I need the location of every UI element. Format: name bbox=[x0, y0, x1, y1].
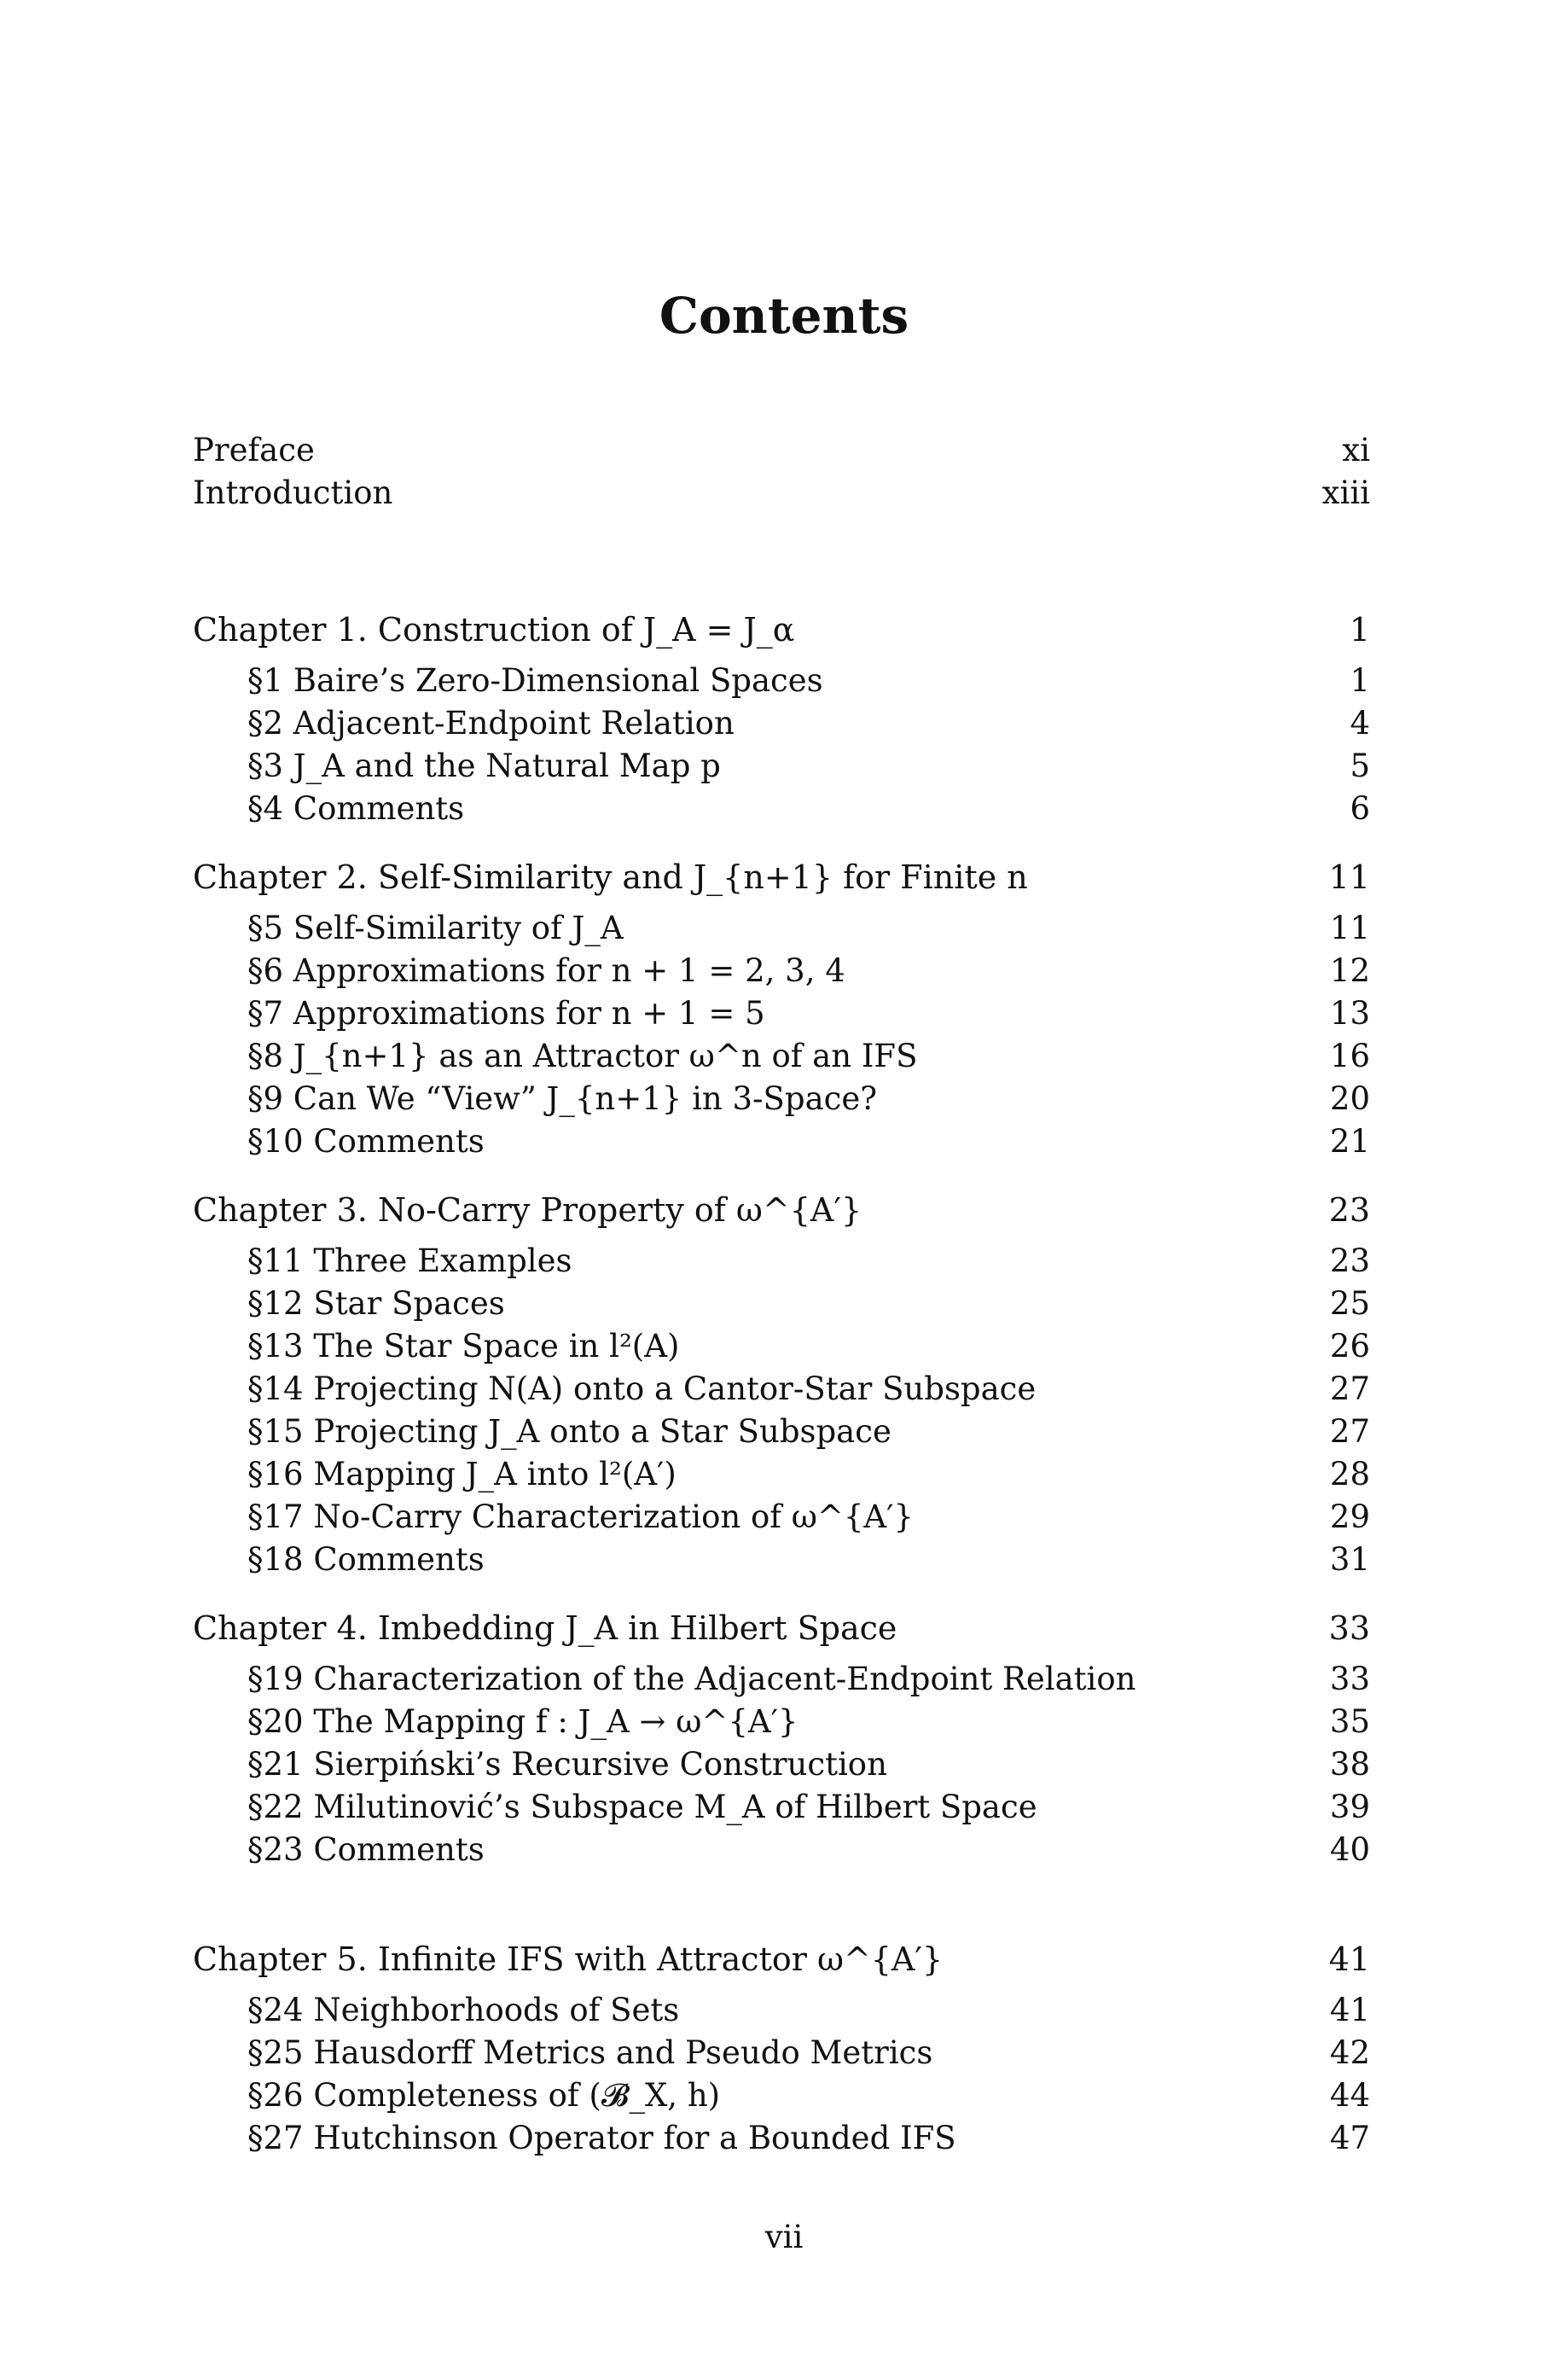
entry-page: xi bbox=[1342, 432, 1370, 468]
section-label: §13 The Star Space in l²(A) bbox=[247, 1328, 680, 1364]
chapter-label: Chapter 4. Imbedding J_A in Hilbert Space bbox=[193, 1609, 897, 1647]
entry-page: xiii bbox=[1321, 474, 1370, 511]
chapter-page: 1 bbox=[1349, 611, 1370, 649]
chapter-label: Chapter 5. Infinite IFS with Attractor ω^{A′} bbox=[193, 1940, 944, 1978]
toc-section-12[interactable] bbox=[247, 1283, 1370, 1325]
toc-section-23[interactable] bbox=[247, 1829, 1370, 1871]
section-label: §2 Adjacent-Endpoint Relation bbox=[247, 705, 735, 742]
section-page: 44 bbox=[1329, 2077, 1370, 2114]
toc-section-27[interactable] bbox=[247, 2117, 1370, 2160]
toc-section-8[interactable] bbox=[247, 1035, 1370, 1078]
section-label: §1 Baire’s Zero-Dimensional Spaces bbox=[247, 662, 823, 699]
section-label: §7 Approximations for n + 1 = 5 bbox=[247, 995, 765, 1032]
section-page: 33 bbox=[1329, 1661, 1370, 1697]
section-page: 28 bbox=[1329, 1456, 1370, 1492]
section-page: 1 bbox=[1350, 662, 1370, 699]
chapter-label: Chapter 2. Self-Similarity and J_{n+1} for Finite n bbox=[193, 858, 1028, 896]
toc-section-5[interactable] bbox=[247, 907, 1370, 950]
toc-section-26[interactable] bbox=[247, 2074, 1370, 2117]
page-title: Contents bbox=[659, 287, 909, 345]
section-label: §14 Projecting N(A) onto a Cantor-Star Subspace bbox=[247, 1370, 1037, 1407]
section-label: §12 Star Spaces bbox=[247, 1285, 505, 1322]
section-label: §24 Neighborhoods of Sets bbox=[247, 1992, 680, 2028]
chapter-page: 11 bbox=[1328, 858, 1370, 896]
toc-section-9[interactable] bbox=[247, 1078, 1370, 1120]
section-page: 23 bbox=[1329, 1242, 1370, 1279]
section-page: 25 bbox=[1329, 1285, 1370, 1322]
page-number: vii bbox=[764, 2219, 804, 2255]
toc-section-17[interactable] bbox=[247, 1496, 1370, 1539]
section-page: 31 bbox=[1329, 1541, 1370, 1578]
chapter-page: 41 bbox=[1328, 1940, 1370, 1978]
toc-section-2[interactable] bbox=[247, 702, 1370, 745]
section-page: 29 bbox=[1329, 1498, 1370, 1535]
toc-section-13[interactable] bbox=[247, 1325, 1370, 1368]
section-label: §11 Three Examples bbox=[247, 1242, 572, 1279]
chapter-page: 23 bbox=[1328, 1191, 1370, 1229]
section-page: 42 bbox=[1329, 2034, 1370, 2071]
toc-section-14[interactable] bbox=[247, 1368, 1370, 1411]
section-label: §8 J_{n+1} as an Attractor ω^n of an IFS bbox=[247, 1038, 918, 1074]
section-label: §15 Projecting J_A onto a Star Subspace bbox=[247, 1413, 891, 1450]
section-page: 11 bbox=[1329, 910, 1370, 946]
section-page: 16 bbox=[1329, 1038, 1370, 1074]
section-page: 40 bbox=[1329, 1831, 1370, 1868]
section-label: §9 Can We “View” J_{n+1} in 3-Space? bbox=[247, 1080, 878, 1117]
section-page: 12 bbox=[1329, 952, 1370, 989]
toc-section-18[interactable] bbox=[247, 1539, 1370, 1581]
toc-section-20[interactable] bbox=[247, 1701, 1370, 1743]
section-label: §23 Comments bbox=[247, 1831, 485, 1868]
chapter-label: Chapter 3. No-Carry Property of ω^{A′} bbox=[193, 1191, 862, 1229]
section-label: §20 The Mapping f : J_A → ω^{A′} bbox=[247, 1703, 799, 1740]
section-page: 41 bbox=[1329, 1992, 1370, 2028]
section-label: §17 No-Carry Characterization of ω^{A′} bbox=[247, 1498, 915, 1535]
section-page: 5 bbox=[1350, 748, 1370, 784]
section-label: §5 Self-Similarity of J_A bbox=[247, 910, 624, 946]
section-label: §4 Comments bbox=[247, 790, 465, 827]
section-page: 6 bbox=[1350, 790, 1370, 827]
section-label: §6 Approximations for n + 1 = 2, 3, 4 bbox=[247, 952, 845, 989]
chapter-page: 33 bbox=[1328, 1609, 1370, 1647]
section-label: §3 J_A and the Natural Map p bbox=[247, 748, 721, 784]
toc-section-16[interactable] bbox=[247, 1453, 1370, 1496]
section-label: §26 Completeness of (𝓑_X, h) bbox=[247, 2077, 721, 2114]
toc-entry-introduction[interactable] bbox=[193, 472, 1370, 515]
toc-section-21[interactable] bbox=[247, 1743, 1370, 1786]
section-page: 20 bbox=[1329, 1080, 1370, 1117]
section-page: 35 bbox=[1329, 1703, 1370, 1740]
toc-section-6[interactable] bbox=[247, 950, 1370, 992]
section-page: 26 bbox=[1329, 1328, 1370, 1364]
toc-chapter-5[interactable] bbox=[193, 1938, 1370, 1981]
toc-chapter-3[interactable] bbox=[193, 1189, 1370, 1231]
section-page: 21 bbox=[1329, 1123, 1370, 1160]
section-page: 47 bbox=[1329, 2120, 1370, 2156]
section-label: §16 Mapping J_A into l²(A′) bbox=[247, 1456, 677, 1492]
toc-entry-preface[interactable] bbox=[193, 429, 1370, 472]
toc-section-19[interactable] bbox=[247, 1658, 1370, 1701]
section-label: §18 Comments bbox=[247, 1541, 485, 1578]
toc-section-3[interactable] bbox=[247, 745, 1370, 788]
section-label: §19 Characterization of the Adjacent-Endpoint Relation bbox=[247, 1661, 1136, 1697]
entry-label: Introduction bbox=[193, 474, 393, 511]
toc-section-10[interactable] bbox=[247, 1120, 1370, 1163]
section-page: 27 bbox=[1329, 1370, 1370, 1407]
section-page: 38 bbox=[1329, 1746, 1370, 1783]
chapter-label: Chapter 1. Construction of J_A = J_α bbox=[193, 611, 795, 649]
toc-chapter-2[interactable] bbox=[193, 856, 1370, 899]
toc-section-15[interactable] bbox=[247, 1411, 1370, 1453]
section-page: 13 bbox=[1329, 995, 1370, 1032]
entry-label: Preface bbox=[193, 432, 315, 468]
toc-section-24[interactable] bbox=[247, 1989, 1370, 2032]
toc-section-25[interactable] bbox=[247, 2032, 1370, 2074]
section-page: 39 bbox=[1329, 1789, 1370, 1825]
section-page: 4 bbox=[1350, 705, 1370, 742]
section-label: §25 Hausdorff Metrics and Pseudo Metrics bbox=[247, 2034, 933, 2071]
section-label: §10 Comments bbox=[247, 1123, 485, 1160]
toc-section-11[interactable] bbox=[247, 1240, 1370, 1283]
toc-chapter-4[interactable] bbox=[193, 1607, 1370, 1649]
toc-section-22[interactable] bbox=[247, 1786, 1370, 1829]
section-label: §22 Milutinović’s Subspace M_A of Hilbert Space bbox=[247, 1789, 1037, 1825]
toc-section-4[interactable] bbox=[247, 788, 1370, 830]
toc-chapter-1[interactable] bbox=[193, 608, 1370, 651]
section-label: §27 Hutchinson Operator for a Bounded IFS bbox=[247, 2120, 956, 2156]
toc-section-7[interactable] bbox=[247, 992, 1370, 1035]
section-label: §21 Sierpiński’s Recursive Construction bbox=[247, 1746, 887, 1783]
section-page: 27 bbox=[1329, 1413, 1370, 1450]
toc-section-1[interactable] bbox=[247, 660, 1370, 702]
